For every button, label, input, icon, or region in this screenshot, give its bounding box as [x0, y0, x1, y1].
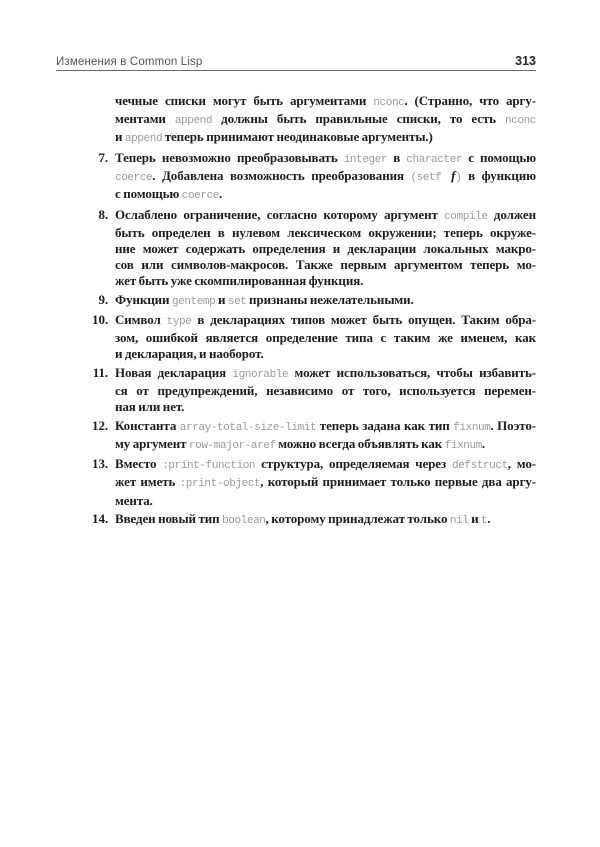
code-term: nconc: [504, 115, 536, 128]
code-term: nil: [449, 515, 469, 528]
text-run: в декларациях типов может быть опущен. Таким обра-: [191, 312, 536, 328]
text-run: ментами: [115, 111, 175, 127]
text-run: . (Странно, что аргу-: [404, 93, 536, 108]
variable-term: f: [451, 167, 456, 183]
text-run: ная или нет.: [115, 399, 185, 415]
text-run: может использоваться, чтобы избавить-: [288, 364, 536, 380]
code-term: set: [227, 295, 247, 308]
code-term: ): [455, 171, 462, 184]
item-text: [115, 292, 536, 310]
text-run: и: [115, 129, 125, 145]
page-number: 313: [515, 54, 536, 68]
text-run: ние может содержать определения и декларации локальных макро-: [115, 240, 536, 256]
list-item: [88, 150, 536, 204]
item-text: [115, 207, 536, 289]
text-run: должен: [487, 206, 536, 222]
code-term: integer: [343, 153, 388, 166]
text-run: Символ: [115, 312, 167, 328]
text-run: . Поэто-: [490, 417, 536, 433]
text-line: [115, 207, 536, 225]
text-run: Ослаблено ограничение, согласно которому аргумент: [115, 206, 445, 222]
text-line: [115, 346, 536, 362]
code-term: :print-object: [179, 478, 261, 491]
text-run: .: [487, 511, 491, 527]
item-number: 11.: [92, 364, 108, 380]
text-run: сов или символов-макросов. Также первым аргументом теперь мо-: [115, 256, 536, 272]
text-line: [115, 225, 536, 241]
text-run: , который принимает только первые два аргу-: [260, 474, 536, 490]
text-run: и: [215, 291, 228, 307]
text-run: быть определен в нулевом лексическом окружении; теперь окруже-: [115, 224, 536, 240]
text-run: в функцию: [461, 167, 537, 183]
text-run: и: [468, 511, 482, 527]
text-run: , которому принадлежат только: [265, 511, 450, 527]
text-line: [115, 456, 536, 474]
text-line: [115, 273, 536, 289]
text-run: ся от предупреждений, независимо от того, используется перемен-: [115, 383, 536, 398]
code-term: type: [166, 316, 192, 329]
text-run: в: [387, 149, 407, 165]
code-term: row-major-aref: [188, 439, 276, 452]
text-run: структура, определяемая через: [255, 456, 452, 472]
text-run: Функции: [115, 291, 172, 307]
text-line: [115, 312, 536, 330]
text-line: [115, 168, 536, 186]
text-run: Введен новый тип: [115, 511, 223, 527]
list-item: [88, 365, 536, 415]
page-content: [0, 93, 600, 529]
header-rule: [56, 70, 536, 71]
code-term: fixnum: [444, 439, 482, 452]
code-term: append: [124, 133, 163, 146]
code-term: defstruct: [451, 460, 508, 473]
text-line: [115, 418, 536, 436]
item-number: 7.: [98, 149, 108, 165]
text-run: должны быть правильные списки, то есть: [212, 111, 505, 127]
code-term: boolean: [222, 515, 266, 528]
code-term: append: [174, 115, 213, 128]
text-run: .: [219, 185, 223, 201]
item-text: [115, 312, 536, 362]
text-run: жет быть уже скомпилированная функция.: [115, 272, 364, 288]
text-line: [115, 436, 536, 454]
text-line: [115, 474, 536, 492]
text-run: с помощью: [462, 149, 537, 165]
item-text: [115, 456, 536, 508]
code-term: (setf: [410, 171, 452, 184]
text-run: Вместо: [115, 456, 163, 472]
code-term: coerce: [115, 171, 153, 184]
text-run: признаны нежелательными.: [246, 291, 414, 307]
list-item: [88, 312, 536, 362]
item-number: 14.: [92, 511, 108, 527]
text-run: .: [481, 435, 486, 451]
text-line: [115, 330, 536, 346]
code-term: nconc: [373, 97, 405, 109]
item-number: 8.: [98, 206, 108, 222]
continued-paragraph: [115, 93, 536, 147]
text-line: [115, 365, 536, 383]
code-term: gentemp: [171, 295, 216, 308]
code-term: character: [406, 153, 463, 166]
text-line: [115, 399, 536, 415]
list-item: [88, 418, 536, 454]
list-item: [88, 207, 536, 289]
text-line: [115, 129, 536, 147]
text-run: жет иметь: [115, 474, 180, 490]
code-term: :print-function: [162, 460, 256, 473]
item-number: 9.: [98, 291, 108, 307]
list-item: [88, 511, 536, 529]
text-run: зом, ошибкой является определение типа с таким же именем, как: [115, 330, 536, 346]
code-term: ignorable: [232, 368, 289, 381]
text-line: [115, 111, 536, 129]
text-line: [115, 292, 536, 310]
item-text: [115, 365, 536, 415]
list-item: [88, 292, 536, 310]
code-term: compile: [444, 210, 488, 223]
code-term: coerce: [181, 189, 219, 202]
text-run: , мо-: [507, 456, 537, 472]
text-run: можно всегда объявлять как: [275, 435, 445, 451]
text-line: [115, 150, 536, 168]
text-run: и декларация, и наоборот.: [115, 346, 264, 362]
code-term: array-total-size-limit: [179, 421, 317, 434]
text-line: [115, 257, 536, 273]
running-head: Изменения в Common Lisp: [56, 56, 203, 68]
text-run: му аргумент: [115, 435, 189, 451]
text-run: теперь принимают неодинаковые аргументы.): [162, 129, 433, 145]
code-term: t: [481, 515, 488, 528]
item-number: 13.: [92, 456, 108, 472]
text-line: [115, 186, 536, 204]
text-run: чечные списки могут быть аргументами: [115, 93, 374, 108]
page-header: [56, 54, 536, 68]
item-text: [115, 150, 536, 204]
code-term: fixnum: [453, 421, 491, 434]
text-run: Теперь невозможно преобразовывать: [115, 149, 344, 165]
text-line: [115, 383, 536, 399]
text-run: мента.: [115, 492, 153, 508]
text-run: Новая декларация: [115, 364, 233, 380]
text-run: с помощью: [115, 185, 182, 201]
list-item: [88, 456, 536, 508]
numbered-change-list: [0, 150, 600, 529]
item-text: [115, 511, 536, 529]
text-run: . Добавлена возможность преобразования: [152, 167, 411, 183]
item-number: 12.: [92, 417, 108, 433]
text-line: [115, 241, 536, 257]
item-number: 10.: [92, 312, 108, 328]
text-run: Константа: [115, 417, 180, 433]
text-line: [115, 93, 536, 111]
text-run: теперь задана как тип: [316, 417, 454, 433]
text-line: [115, 511, 536, 529]
text-line: [115, 493, 536, 509]
item-text: [115, 418, 536, 454]
